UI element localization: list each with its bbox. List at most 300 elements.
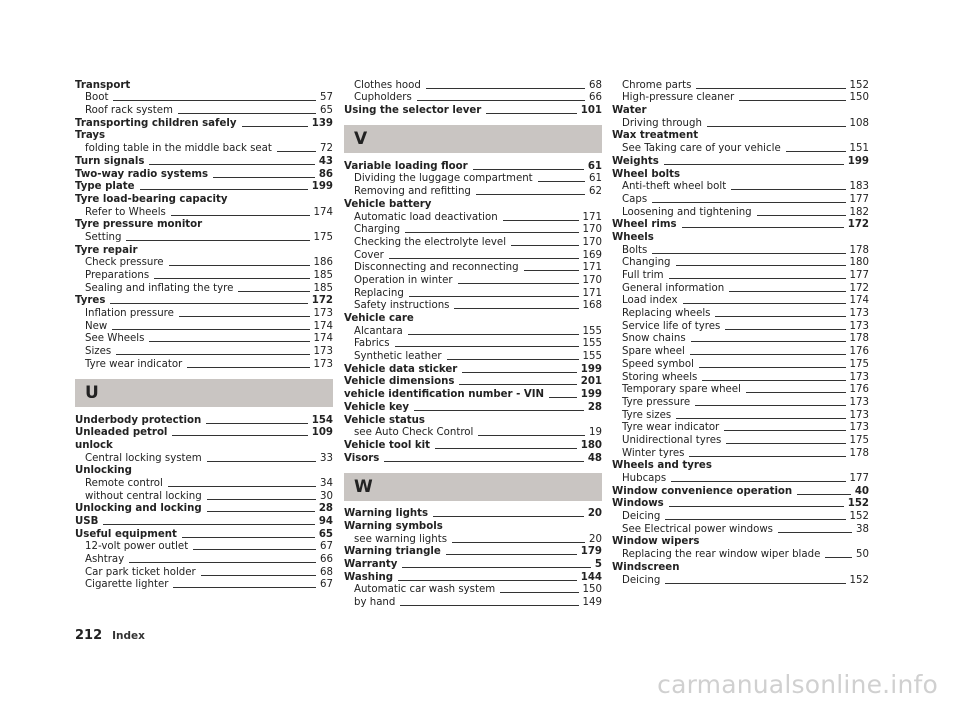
index-entry [344,558,602,571]
page-reference: 61 [589,173,602,185]
entry-label: Central locking system [85,452,202,464]
entry-label: Caps [622,193,648,205]
leader-line [538,181,585,182]
index-entry [344,160,602,173]
leader-line [669,506,844,507]
page-footer [75,628,145,643]
entry-label: Vehicle data sticker [344,363,458,375]
page-reference: 199 [580,389,602,401]
entry-label: Vehicle key [344,401,410,413]
leader-line [426,88,585,89]
entry-label: Safety instructions [354,300,450,312]
page-reference: 20 [589,533,602,545]
page-reference: 183 [849,181,869,193]
entry-label: Chrome parts [622,79,692,91]
index-subentry [612,269,869,282]
page-reference: 169 [582,249,602,261]
entry-label: Unleaded petrol [75,427,168,439]
index-subentry [75,104,333,117]
entry-label: Bolts [622,244,648,256]
index-subentry [75,333,333,346]
leader-line [149,341,309,342]
page-reference: 68 [320,566,333,578]
leader-line [486,113,576,114]
index-heading [75,439,333,452]
index-subentry [75,92,333,105]
page-reference: 139 [311,117,333,129]
index-entry [75,515,333,528]
leader-line [511,245,579,246]
index-subentry [344,300,602,313]
watermark: carmanualsonline.info [657,670,938,699]
page-reference: 154 [311,414,333,426]
index-subentry [344,350,602,363]
page-reference: 50 [856,549,869,561]
entry-label: vehicle identification number - VIN [344,389,545,401]
leader-line [149,164,314,165]
index-subentry [344,325,602,338]
leader-line [707,126,846,127]
entry-label: Vehicle care [344,313,414,324]
page-reference: 173 [849,409,869,421]
entry-label: Anti-theft wheel bolt [622,181,727,193]
leader-line [524,270,579,271]
entry-label: Turn signals [75,155,145,167]
index-subentry [344,338,602,351]
entry-label: Loosening and tightening [622,206,752,218]
index-entry [75,117,333,130]
entry-label: Dividing the luggage compartment [354,173,533,185]
entry-label: See Electrical power windows [622,523,773,535]
entry-label: Tyre load-bearing capacity [75,193,228,205]
index-entry [344,363,602,376]
index-subentry [612,422,869,435]
page-reference: 170 [582,236,602,248]
index-subentry [612,434,869,447]
index-entry [75,414,333,427]
index-subentry [612,574,869,587]
page-reference: 108 [849,117,869,129]
entry-label: Refer to Wheels [85,206,166,218]
index-subentry [344,92,602,105]
entry-label: without central locking [85,490,202,502]
entry-label: Underbody protection [75,414,202,426]
entry-label: Tyre wear indicator [622,422,720,434]
leader-line [398,580,577,581]
leader-line [476,194,585,195]
index-subentry [75,231,333,244]
entry-label: unlock [75,439,113,451]
entry-label: General information [622,282,725,294]
entry-label: Operation in winter [354,274,453,286]
index-subentry [75,307,333,320]
page-reference: 28 [318,503,333,515]
index-subentry [612,307,869,320]
leader-line [395,346,579,347]
page-reference: 173 [849,371,869,383]
page-reference: 152 [849,511,869,523]
entry-label: Wheel rims [612,219,677,231]
entry-label: Setting [85,231,122,243]
index-subentry [75,490,333,503]
leader-line [242,126,308,127]
index-subentry [612,142,869,155]
page-reference: 185 [313,282,333,294]
page-reference: 40 [854,485,869,497]
entry-label: Variable loading floor [344,160,468,172]
page-reference: 170 [582,224,602,236]
entry-label: Unidirectional tyres [622,434,722,446]
index-subentry [344,79,602,92]
entry-label: Charging [354,224,401,236]
leader-line [665,583,845,584]
entry-label: Window wipers [612,536,700,548]
index-column-3 [612,79,869,587]
index-entry [344,546,602,559]
page-reference: 186 [313,257,333,269]
leader-line [277,151,316,152]
entry-label: Warranty [344,559,398,570]
entry-label: Synthetic leather [354,351,442,363]
page-reference: 176 [849,346,869,358]
index-subentry [612,472,869,485]
page-reference: 150 [582,584,602,596]
index-subentry [612,257,869,270]
leader-line [478,435,585,436]
entry-label: Deicing [622,511,661,523]
index-subentry [344,596,602,609]
index-heading [612,104,869,117]
page-reference: 57 [320,92,333,104]
leader-line [664,164,844,165]
page-reference: 171 [582,287,602,299]
index-heading [612,561,869,574]
index-subentry [75,206,333,219]
leader-line [206,423,307,424]
entry-label: Using the selector lever [344,105,482,117]
leader-line [112,329,309,330]
index-subentry [344,262,602,275]
entry-label: Tyres [75,295,106,307]
entry-label: Remote control [85,477,163,489]
page-reference: 175 [849,434,869,446]
leader-line [739,100,845,101]
entry-label: Tyre sizes [622,409,672,421]
entry-label: see warning lights [354,533,448,545]
page-reference: 65 [318,528,333,540]
entry-label: Unlocking [75,465,132,477]
leader-line [384,461,583,462]
page-reference: 182 [849,206,869,218]
leader-line [409,296,579,297]
leader-line [696,88,845,89]
index-heading [344,414,602,427]
index-subentry [344,224,602,237]
index-entry [75,503,333,516]
page-reference: 199 [311,181,333,193]
entry-label: Transport [75,79,131,91]
entry-label: See Taking care of your vehicle [622,143,781,155]
entry-label: Windscreen [612,561,680,573]
page-reference: 66 [589,92,602,104]
page-reference: 19 [589,427,602,439]
page-reference: 178 [849,447,869,459]
entry-label: Trays [75,130,106,142]
entry-label: Winter tyres [622,447,685,459]
entry-label: Unlocking and locking [75,503,202,515]
index-heading [75,79,333,92]
leader-line [797,494,851,495]
index-subentry [344,584,602,597]
leader-line [116,354,309,355]
entry-label: Clothes hood [354,79,421,91]
page-reference: 173 [849,422,869,434]
leader-line [213,177,315,178]
leader-line [110,303,307,304]
index-entry [75,155,333,168]
page-reference: 201 [580,376,602,388]
leader-line [414,410,584,411]
index-subentry [344,173,602,186]
leader-line [702,380,845,381]
entry-label: Vehicle dimensions [344,376,455,388]
index-subentry [612,282,869,295]
leader-line [682,227,844,228]
entry-label: Warning triangle [344,546,441,558]
entry-label: Vehicle status [344,414,425,426]
entry-label: Vehicle battery [344,198,432,210]
page-reference: 67 [320,579,333,591]
entry-label: Checking the electrolyte level [354,236,507,248]
page-reference: 152 [849,574,869,586]
page-reference: 199 [580,363,602,375]
index-subentry [612,206,869,219]
entry-label: 12-volt power outlet [85,541,189,553]
entry-label: Two-way radio systems [75,168,209,180]
index-subentry [612,447,869,460]
page-reference: 177 [849,473,869,484]
entry-label: Tyre pressure monitor [75,219,203,231]
entry-label: Wheel bolts [612,168,681,180]
leader-line [695,405,845,406]
entry-label: Inflation pressure [85,308,174,320]
index-subentry [75,345,333,358]
index-subentry [612,409,869,422]
entry-label: Visors [344,452,380,464]
index-heading [612,536,869,549]
leader-line [652,202,845,203]
entry-label: Cigarette lighter [85,579,169,591]
index-subentry [75,553,333,566]
section-label: Index [112,630,145,642]
index-subentry [612,244,869,257]
entry-label: Fabrics [354,338,390,350]
index-subentry [75,477,333,490]
entry-label: See Wheels [85,333,145,345]
index-entry [75,528,333,541]
entry-label: Storing wheels [622,371,698,383]
index-heading [344,198,602,211]
index-subentry [612,384,869,397]
entry-label: Windows [612,498,664,510]
leader-line [724,430,845,431]
page-reference: 65 [320,105,333,117]
index-subentry [75,579,333,592]
leader-line [683,303,846,304]
index-entry [344,452,602,465]
leader-line [825,557,852,558]
leader-line [503,220,579,221]
leader-line [757,215,846,216]
index-subentry [612,345,869,358]
index-heading [75,219,333,232]
page-reference: 171 [582,262,602,274]
leader-line [171,215,310,216]
index-heading [344,312,602,325]
leader-line [671,481,845,482]
entry-label: Type plate [75,181,135,193]
index-heading [612,168,869,181]
entry-label: Deicing [622,574,661,586]
leader-line [778,532,852,533]
leader-line [182,537,315,538]
entry-label: High-pressure cleaner [622,92,735,104]
index-subentry [612,523,869,536]
index-entry [344,376,602,389]
index-subentry [344,427,602,440]
index-subentry [75,257,333,270]
index-subentry [75,541,333,554]
leader-line [179,316,310,317]
leader-line [459,384,576,385]
leader-line [665,519,845,520]
entry-label: Tyre repair [75,244,138,256]
page-number: 212 [75,628,103,643]
index-subentry [344,211,602,224]
entry-label: Ashtray [85,554,125,566]
leader-line [172,435,307,436]
page-reference: 28 [587,401,602,413]
leader-line [726,443,845,444]
entry-label: Vehicle tool kit [344,439,431,451]
section-letter-heading: U [75,379,333,407]
leader-line [169,265,310,266]
index-subentry [344,236,602,249]
leader-line [786,151,846,152]
entry-label: by hand [354,597,396,609]
page-reference: 150 [849,92,869,104]
page-reference: 174 [313,206,333,218]
index-subentry [344,533,602,546]
page-reference: 172 [847,219,869,231]
index-heading [612,231,869,244]
leader-line [207,511,315,512]
entry-label: Service life of tyres [622,320,721,332]
page-reference: 173 [313,308,333,320]
page-reference: 67 [320,541,333,553]
entry-label: Snow chains [622,333,686,345]
page-reference: 175 [849,358,869,370]
index-entry [612,498,869,511]
section-letter-heading: W [344,473,602,501]
entry-label: Wheels [612,231,654,243]
page-reference: 176 [849,384,869,396]
entry-label: Useful equipment [75,528,177,540]
index-heading [75,465,333,478]
leader-line [549,397,577,398]
page-reference: 152 [847,498,869,510]
index-entry [75,427,333,440]
page-reference: 20 [587,508,602,520]
leader-line [676,265,846,266]
page-reference: 152 [849,79,869,91]
leader-line [447,359,579,360]
page-reference: 33 [320,452,333,464]
index-entry [75,168,333,181]
index-subentry [612,333,869,346]
index-entry [612,485,869,498]
page-reference: 173 [313,358,333,370]
index-subentry [612,371,869,384]
page-reference: 173 [849,320,869,332]
entry-label: Warning symbols [344,520,443,532]
entry-label: Roof rack system [85,105,173,117]
entry-label: Tyre wear indicator [85,358,183,370]
leader-line [454,308,578,309]
leader-line [187,367,309,368]
page-reference: 144 [580,571,602,583]
page-reference: 172 [849,282,869,294]
leader-line [435,448,577,449]
page-reference: 177 [849,193,869,205]
page-reference: 170 [582,274,602,286]
index-subentry [75,282,333,295]
entry-label: Alcantara [354,325,403,337]
leader-line [458,283,579,284]
index-entry [344,104,602,117]
index-subentry [344,185,602,198]
index-subentry [612,358,869,371]
leader-line [689,456,845,457]
index-heading [75,130,333,143]
page-reference: 171 [582,211,602,223]
page-reference: 180 [849,257,869,269]
leader-line [715,316,845,317]
leader-line [452,542,585,543]
page-reference: 86 [318,168,333,180]
page-reference: 149 [582,597,602,609]
index-heading [344,520,602,533]
leader-line [168,486,316,487]
page-reference: 179 [580,546,602,558]
page-reference: 34 [320,477,333,489]
entry-label: Wax treatment [612,130,699,142]
leader-line [500,592,578,593]
page-reference: 5 [594,559,602,570]
entry-label: USB [75,516,99,527]
page-reference: 174 [313,333,333,345]
index-subentry [75,358,333,371]
index-subentry [612,320,869,333]
entry-label: Hubcaps [622,473,667,484]
page-reference: 94 [318,516,333,527]
index-subentry [612,295,869,308]
leader-line [201,575,316,576]
entry-label: Weights [612,155,659,167]
leader-line [178,113,316,114]
index-subentry [612,396,869,409]
page-reference: 151 [849,143,869,155]
